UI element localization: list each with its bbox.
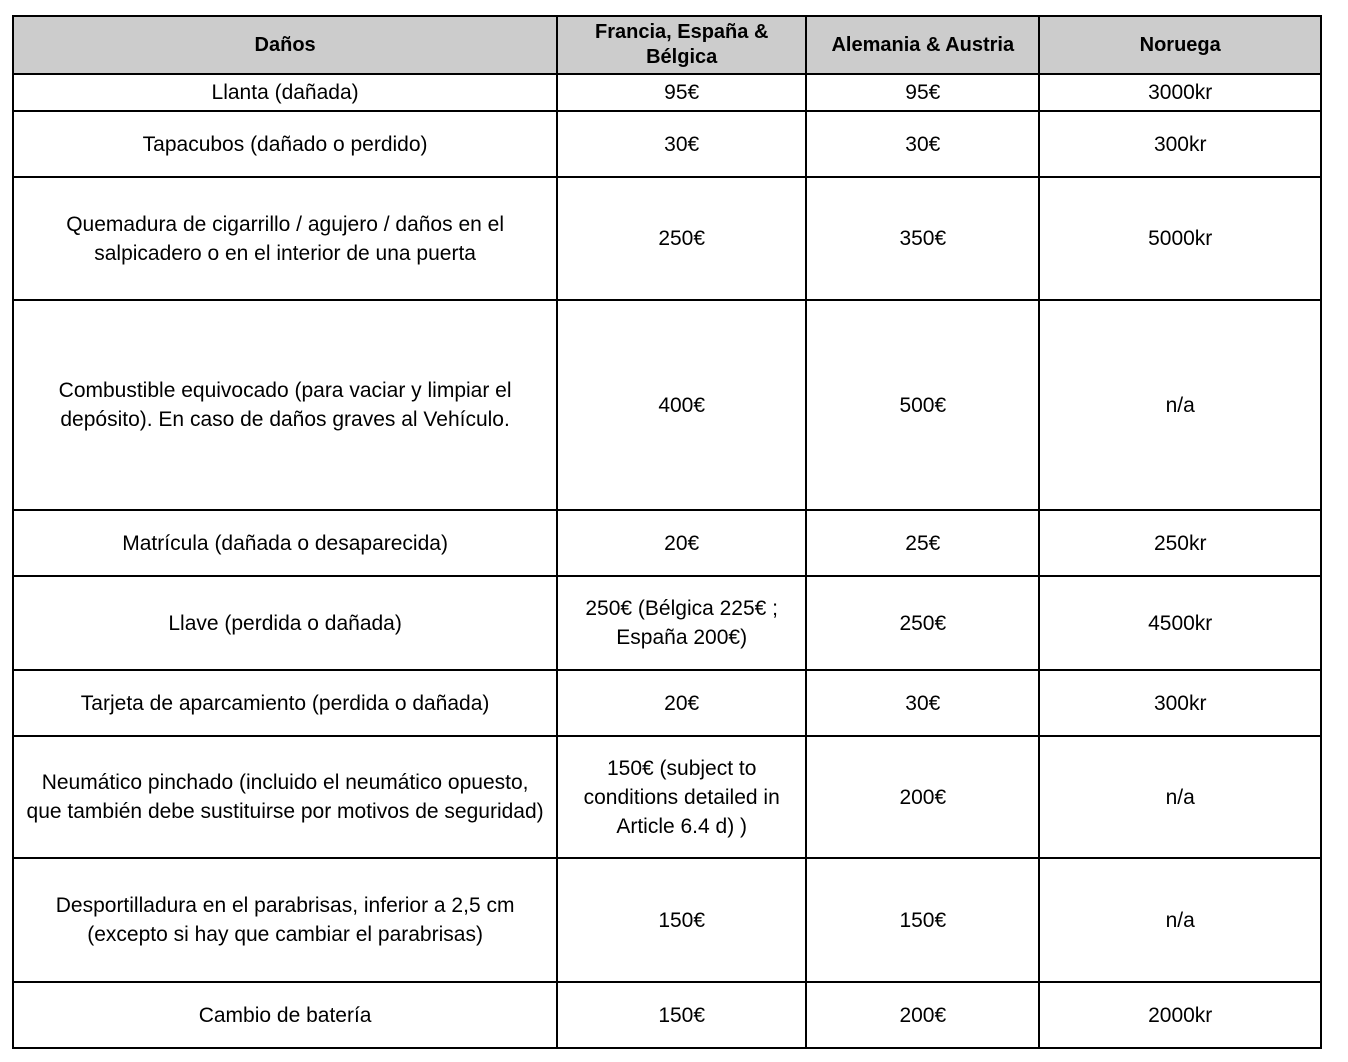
fr-es-be-cell: 20€: [557, 670, 806, 736]
table-row: [13, 111, 1321, 177]
no-cell: 2000kr: [1039, 982, 1321, 1048]
de-at-cell: 250€: [806, 576, 1039, 670]
header-germany-austria: Alemania & Austria: [806, 16, 1039, 74]
no-cell: n/a: [1039, 300, 1321, 510]
table-row: [13, 510, 1321, 576]
no-cell: 300kr: [1039, 111, 1321, 177]
damage-cell: Quemadura de cigarrillo / agujero / daños en el salpicadero o en el interior de una puerta: [13, 177, 557, 300]
no-cell: 3000kr: [1039, 74, 1321, 111]
table-row: [13, 576, 1321, 670]
no-cell: n/a: [1039, 858, 1321, 982]
table-row: [13, 736, 1321, 858]
damage-fees-table: [12, 15, 1322, 1049]
damage-cell: Tapacubos (dañado o perdido): [13, 111, 557, 177]
header-france-spain-belgium: Francia, España & Bélgica: [557, 16, 806, 74]
table-row: [13, 982, 1321, 1048]
fr-es-be-cell: 250€: [557, 177, 806, 300]
de-at-cell: 200€: [806, 736, 1039, 858]
fr-es-be-cell: 150€ (subject to conditions detailed in Article 6.4 d) ): [557, 736, 806, 858]
damage-cell: Combustible equivocado (para vaciar y limpiar el depósito). En caso de daños graves al Vehículo.: [13, 300, 557, 510]
damage-cell: Llave (perdida o dañada): [13, 576, 557, 670]
table-row: [13, 858, 1321, 982]
table-row: [13, 177, 1321, 300]
table-row: [13, 300, 1321, 510]
de-at-cell: 500€: [806, 300, 1039, 510]
de-at-cell: 350€: [806, 177, 1039, 300]
fr-es-be-cell: 250€ (Bélgica 225€ ; España 200€): [557, 576, 806, 670]
damage-cell: Desportilladura en el parabrisas, inferior a 2,5 cm (excepto si hay que cambiar el parabrisas): [13, 858, 557, 982]
header-norway: Noruega: [1039, 16, 1321, 74]
fr-es-be-cell: 30€: [557, 111, 806, 177]
damage-cell: Matrícula (dañada o desaparecida): [13, 510, 557, 576]
fr-es-be-cell: 150€: [557, 858, 806, 982]
header-row: [13, 16, 1321, 74]
de-at-cell: 200€: [806, 982, 1039, 1048]
table-row: [13, 74, 1321, 111]
de-at-cell: 30€: [806, 670, 1039, 736]
header-damage: Daños: [13, 16, 557, 74]
fr-es-be-cell: 20€: [557, 510, 806, 576]
no-cell: 300kr: [1039, 670, 1321, 736]
fr-es-be-cell: 150€: [557, 982, 806, 1048]
fr-es-be-cell: 95€: [557, 74, 806, 111]
damage-cell: Neumático pinchado (incluido el neumático opuesto, que también debe sustituirse por motivos de seguridad): [13, 736, 557, 858]
table-row: [13, 670, 1321, 736]
no-cell: 250kr: [1039, 510, 1321, 576]
no-cell: n/a: [1039, 736, 1321, 858]
no-cell: 5000kr: [1039, 177, 1321, 300]
de-at-cell: 25€: [806, 510, 1039, 576]
no-cell: 4500kr: [1039, 576, 1321, 670]
damage-cell: Llanta (dañada): [13, 74, 557, 111]
de-at-cell: 95€: [806, 74, 1039, 111]
de-at-cell: 150€: [806, 858, 1039, 982]
damage-cell: Tarjeta de aparcamiento (perdida o dañada): [13, 670, 557, 736]
damage-cell: Cambio de batería: [13, 982, 557, 1048]
de-at-cell: 30€: [806, 111, 1039, 177]
fr-es-be-cell: 400€: [557, 300, 806, 510]
